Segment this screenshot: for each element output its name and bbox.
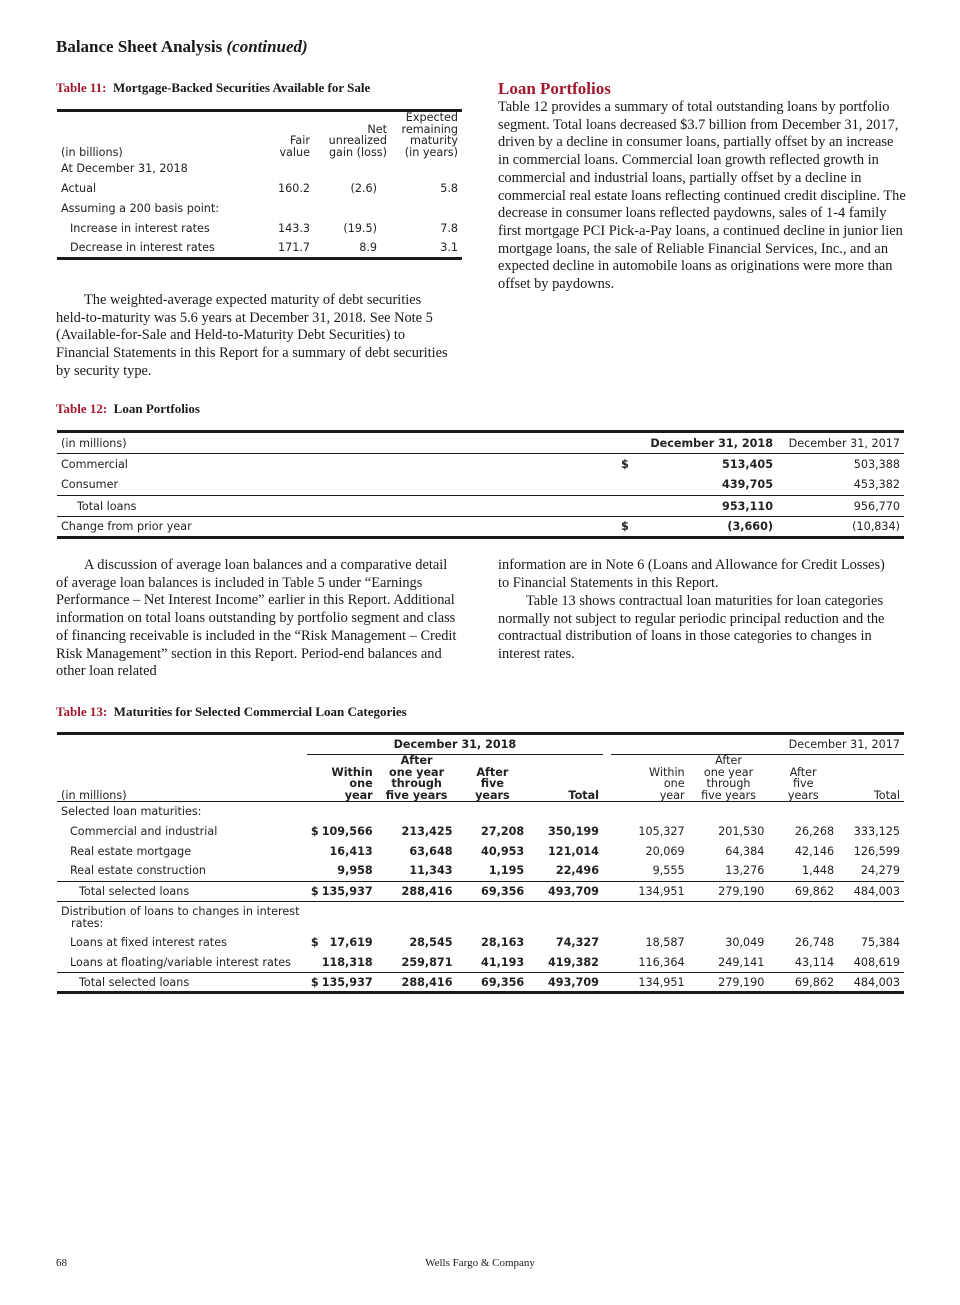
table13-value-2017: 30,049 bbox=[725, 936, 765, 949]
table11-fair-value-header: Fair value bbox=[259, 111, 314, 159]
table13-value-2018 bbox=[528, 841, 603, 861]
table13-value-text: 41,193 bbox=[481, 955, 525, 969]
table13-body bbox=[57, 802, 904, 993]
table13-value-text: 69,356 bbox=[481, 884, 525, 898]
table13-after-one-header-2018: After one year through five years bbox=[385, 754, 448, 802]
table13-dollar-sign: $ bbox=[310, 975, 319, 989]
table13-value-2018 bbox=[377, 933, 457, 953]
table13-value-text: 22,496 bbox=[555, 864, 599, 878]
table11-fair-value: 171.7 bbox=[259, 238, 314, 258]
table11-row-label: Increase in interest rates bbox=[70, 221, 210, 235]
table13-value-2018 bbox=[528, 881, 603, 901]
table12 bbox=[57, 430, 904, 539]
table13-value-2017: 279,190 bbox=[689, 881, 769, 901]
table13-value-text: 493,709 bbox=[548, 884, 599, 898]
table13-value-2017: 484,003 bbox=[838, 973, 904, 993]
table11-row bbox=[57, 218, 462, 238]
table13-value-2017: 134,951 bbox=[611, 881, 689, 901]
table13-after-five-header-2018: After five years bbox=[475, 765, 510, 802]
table13-value-2018 bbox=[377, 861, 457, 881]
table12-row-label: Total loans bbox=[57, 496, 617, 517]
table13-value-2018 bbox=[377, 953, 457, 973]
table13-value-2018 bbox=[528, 861, 603, 881]
table13-row-label: Real estate mortgage bbox=[70, 844, 192, 858]
paragraph-loan-info: information are in Note 6 (Loans and Allowance for Credit Losses) to Financial Statements in this Report. bbox=[498, 557, 885, 591]
table12-row bbox=[57, 454, 904, 475]
table11-maturity bbox=[391, 198, 462, 218]
table13-value-2017: 43,114 bbox=[794, 955, 835, 969]
table13-spacer bbox=[603, 953, 611, 973]
table13-row-label: Real estate construction bbox=[70, 864, 207, 878]
table13-unit-header: (in millions) bbox=[61, 788, 127, 802]
table13-row bbox=[57, 953, 904, 973]
table13-spacer bbox=[603, 861, 611, 881]
table13-row-label: Commercial and industrial bbox=[70, 824, 218, 838]
table11-unit-header: (in billions) bbox=[61, 145, 123, 159]
table13-value-2017: 69,862 bbox=[768, 973, 838, 993]
table11-maturity: 3.1 bbox=[391, 238, 462, 258]
table13-value-2017: 279,190 bbox=[689, 973, 769, 993]
table13-value-2017: 24,279 bbox=[860, 864, 900, 878]
table11-row bbox=[57, 198, 462, 218]
table12-value-2018: 439,705 bbox=[647, 475, 777, 496]
table11-fair-value: 143.3 bbox=[277, 221, 310, 235]
table13-value-2017: 333,125 bbox=[853, 824, 900, 838]
table12-row bbox=[57, 517, 904, 538]
table12-dollar-sign bbox=[617, 475, 647, 496]
table13-value-2017: 484,003 bbox=[838, 881, 904, 901]
table11-net-gain: (19.5) bbox=[343, 221, 377, 235]
table12-row bbox=[57, 475, 904, 496]
table12-value-2018: (3,660) bbox=[647, 517, 777, 538]
table13-value-2018 bbox=[457, 881, 529, 901]
table13-value-2018 bbox=[307, 861, 377, 881]
table13-value-2017: 134,951 bbox=[611, 973, 689, 993]
table13-value-2017: 42,146 bbox=[794, 844, 835, 858]
table13-value-text: 259,871 bbox=[401, 955, 453, 969]
table13-section-distribution-label bbox=[57, 901, 904, 933]
table13-value-text: 1,195 bbox=[488, 864, 525, 878]
paragraph-average-loans: A discussion of average loan balances and a comparative detail of average loan balances is included in Table 5 under “Earnings Performance – Net Interest Income” earlier in this Report. Additional information on total loans outstanding by portfolio segment and class of financing receivable is included in the “Risk Management – Credit Risk Management” section in this Report. Period-end balances and other loan related bbox=[56, 557, 457, 680]
table13-row bbox=[57, 933, 904, 953]
table11-net-gain bbox=[314, 158, 391, 178]
table13-value-2017: 26,748 bbox=[794, 936, 835, 949]
table13 bbox=[57, 732, 904, 994]
table12-value-2017: 956,770 bbox=[777, 496, 904, 517]
table13-section-maturities-label: Selected loan maturities: bbox=[61, 805, 202, 818]
table11-net-gain-header: Net unrealized gain (loss) bbox=[314, 111, 391, 159]
table13-total-row bbox=[57, 881, 904, 901]
table13-within-header-2018: Within one year bbox=[331, 765, 373, 802]
table13-row-label: Total selected loans bbox=[57, 973, 307, 993]
footer-company: Wells Fargo & Company bbox=[425, 1257, 535, 1269]
table13-value-text: 288,416 bbox=[401, 975, 453, 989]
table13-value-2018 bbox=[377, 973, 457, 993]
table13-section-distribution bbox=[57, 901, 904, 933]
table13-value-2017: 18,587 bbox=[645, 936, 685, 949]
table11-body bbox=[57, 158, 462, 258]
table11-row bbox=[57, 158, 462, 178]
table13-row-label: Loans at fixed interest rates bbox=[70, 936, 227, 949]
table13-after-one-header-2017: After one year through five years bbox=[701, 754, 756, 802]
table11-maturity: 7.8 bbox=[440, 221, 458, 235]
table13-spacer bbox=[603, 973, 611, 993]
table11-row-label: Actual bbox=[61, 181, 97, 195]
table13-section-distribution-line: rates: bbox=[71, 916, 104, 930]
table13-value-text: 350,199 bbox=[548, 824, 599, 838]
table13-value-2018 bbox=[457, 841, 529, 861]
table13-value-2017: 13,276 bbox=[725, 864, 765, 878]
paragraph-loan-portfolios: Table 12 provides a summary of total outstanding loans by portfolio segment. Total loans decreased $3.7 billion from December 31, 2017, driven by a decline in consumer loans, partially offset by an increase in commercial loans. Commercial loan growth reflected growth in commercial and industrial loans, partially offset by a decline in commercial real estate loans reflecting continued credit discipline. The decrease in consumer loans reflected paydowns, sales of 1-4 family first mortgage PCI Pick-a-Pay loans, a continued decline in junior lien mortgage loans, the sale of Reliable Financial Services, Inc., and an expected decline in automobile loans as originations were more than offset by paydowns. bbox=[498, 99, 906, 293]
table13-value-2018 bbox=[457, 953, 529, 973]
table13-value-2018 bbox=[457, 933, 529, 953]
table13-value-text: 135,937 bbox=[321, 884, 373, 898]
table13-value-2018 bbox=[307, 841, 377, 861]
table13-section-maturities bbox=[57, 802, 904, 822]
table13-value-2017: 9,555 bbox=[652, 864, 685, 878]
table13-value-2018 bbox=[528, 821, 603, 841]
table12-row-label: Consumer bbox=[57, 475, 617, 496]
table11-fair-value: 160.2 bbox=[277, 181, 310, 195]
page-title: Balance Sheet Analysis (continued) bbox=[56, 37, 308, 56]
table13-value-2017: 408,619 bbox=[853, 955, 900, 969]
table13-value-text: 213,425 bbox=[401, 824, 453, 838]
table13-value-2018 bbox=[457, 821, 529, 841]
table12-value-2017: 503,388 bbox=[853, 457, 900, 471]
table13-value-text: 419,382 bbox=[548, 955, 599, 969]
table13-value-2017: 201,530 bbox=[718, 824, 765, 838]
table11-maturity: 5.8 bbox=[440, 181, 458, 195]
table12-row-label: Change from prior year bbox=[57, 517, 617, 538]
table11-maturity-header: Expected remaining maturity (in years) bbox=[391, 111, 462, 159]
table12-dollar-sign bbox=[617, 496, 647, 517]
table13-spacer bbox=[603, 881, 611, 901]
table13-value-2018 bbox=[528, 973, 603, 993]
table12-caption: Table 12: Loan Portfolios bbox=[56, 401, 200, 416]
table13-total-header-2017: Total bbox=[873, 788, 900, 802]
table13-value-2017: 1,448 bbox=[802, 864, 835, 878]
table13-after-five-header-2017: After five years bbox=[787, 765, 819, 802]
table13-dollar-sign: $ bbox=[310, 824, 319, 838]
table11-row-label: At December 31, 2018 bbox=[61, 161, 188, 175]
table13-value-text: 28,545 bbox=[409, 936, 453, 949]
table13-value-text: 17,619 bbox=[329, 936, 373, 949]
table13-value-2018 bbox=[377, 881, 457, 901]
footer-page-number: 68 bbox=[56, 1257, 67, 1269]
table13-row bbox=[57, 821, 904, 841]
table13-total-row bbox=[57, 973, 904, 993]
table11-row bbox=[57, 238, 462, 258]
table12-dollar-sign: $ bbox=[621, 457, 629, 471]
table13-value-text: 9,958 bbox=[337, 864, 373, 878]
table11-net-gain bbox=[314, 198, 391, 218]
table13-value-text: 135,937 bbox=[321, 975, 373, 989]
table13-value-2018 bbox=[377, 841, 457, 861]
table13-value-text: 11,343 bbox=[409, 864, 453, 878]
table13-value-2017: 26,268 bbox=[794, 824, 835, 838]
table13-value-text: 493,709 bbox=[548, 975, 599, 989]
table12-value-2017: (10,834) bbox=[777, 517, 904, 538]
table13-value-2017: 116,364 bbox=[638, 955, 685, 969]
table13-value-2018 bbox=[457, 973, 529, 993]
table13-total-header-2018: Total bbox=[568, 788, 599, 802]
table11-row bbox=[57, 178, 462, 198]
table12-body bbox=[57, 454, 904, 538]
table11-fair-value bbox=[259, 198, 314, 218]
table13-value-2017: 75,384 bbox=[860, 936, 900, 949]
table13-value-2018 bbox=[377, 821, 457, 841]
table13-value-text: 63,648 bbox=[409, 844, 453, 858]
table13-value-2018 bbox=[307, 821, 377, 841]
paragraph-weighted-maturity: The weighted-average expected maturity of debt securities held-to-maturity was 5.6 years at December 31, 2018. See Note 5 (Available-for-Sale and Held-to-Maturity Debt Securities) to Financial Statements in this Report for a summary of debt securities by security type. bbox=[56, 292, 448, 379]
table13-value-text: 69,356 bbox=[481, 975, 525, 989]
table13-value-text: 40,953 bbox=[481, 844, 525, 858]
paragraph-table13-intro: Table 13 shows contractual loan maturities for loan categories normally not subject to regular periodic principal reduction and the contractual distribution of loans in those categories to changes in interest rates. bbox=[498, 593, 885, 663]
table13-value-text: 28,163 bbox=[481, 936, 525, 949]
table13-row bbox=[57, 861, 904, 881]
table13-value-2018 bbox=[307, 973, 377, 993]
table11 bbox=[57, 109, 462, 260]
table12-unit-header: (in millions) bbox=[57, 432, 617, 454]
table13-value-2017: 20,069 bbox=[645, 844, 685, 858]
table13-group-2017: December 31, 2017 bbox=[611, 734, 904, 755]
table13-dollar-sign: $ bbox=[310, 936, 319, 949]
table13-row-label: Total selected loans bbox=[57, 881, 307, 901]
table13-value-text: 121,014 bbox=[548, 844, 599, 858]
table13-spacer bbox=[603, 821, 611, 841]
table13-value-2018 bbox=[528, 933, 603, 953]
table13-value-2018 bbox=[457, 861, 529, 881]
table11-row-label: Assuming a 200 basis point: bbox=[61, 201, 220, 215]
table11-maturity bbox=[391, 158, 462, 178]
table12-value-2017: 453,382 bbox=[777, 475, 904, 496]
table13-value-2017: 105,327 bbox=[638, 824, 685, 838]
table12-value-2018: 953,110 bbox=[647, 496, 777, 517]
table13-within-header-2017: Within one year bbox=[649, 765, 685, 802]
table12-row-label: Commercial bbox=[61, 457, 128, 471]
table12-row bbox=[57, 496, 904, 517]
table13-value-text: 27,208 bbox=[481, 824, 525, 838]
table13-value-2018 bbox=[528, 953, 603, 973]
table13-value-2018 bbox=[307, 933, 377, 953]
table13-value-text: 118,318 bbox=[321, 955, 373, 969]
table11-caption: Table 11: Mortgage-Backed Securities Available for Sale bbox=[56, 80, 371, 95]
table11-row-label: Decrease in interest rates bbox=[57, 238, 259, 258]
table13-dollar-sign: $ bbox=[310, 884, 319, 898]
table13-value-2017: 69,862 bbox=[768, 881, 838, 901]
loan-portfolios-heading: Loan Portfolios bbox=[498, 79, 611, 98]
table12-value-2018: 513,405 bbox=[722, 457, 773, 471]
table13-spacer bbox=[603, 841, 611, 861]
table13-section-distribution-line: Distribution of loans to changes in interest bbox=[61, 904, 300, 918]
table13-caption: Table 13: Maturities for Selected Commercial Loan Categories bbox=[56, 704, 407, 719]
table13-row-label: Loans at floating/variable interest rates bbox=[70, 955, 291, 969]
table11-fair-value bbox=[259, 158, 314, 178]
table12-dollar-sign: $ bbox=[617, 517, 647, 538]
table13-value-2018 bbox=[307, 953, 377, 973]
table11-net-gain: 8.9 bbox=[314, 238, 391, 258]
table12-header-2018: December 31, 2018 bbox=[617, 432, 777, 454]
table12-header-2017: December 31, 2017 bbox=[777, 432, 904, 454]
table11-net-gain: (2.6) bbox=[350, 181, 377, 195]
table13-value-2017: 126,599 bbox=[853, 844, 900, 858]
table13-value-2017: 64,384 bbox=[725, 844, 765, 858]
table13-value-text: 74,327 bbox=[555, 936, 599, 949]
table13-value-text: 16,413 bbox=[329, 844, 373, 858]
table13-value-2018 bbox=[307, 881, 377, 901]
table13-value-text: 109,566 bbox=[321, 824, 373, 838]
table13-group-2018: December 31, 2018 bbox=[307, 734, 603, 755]
table13-value-text: 288,416 bbox=[401, 884, 453, 898]
table13-row bbox=[57, 841, 904, 861]
table13-value-2017: 249,141 bbox=[718, 955, 765, 969]
table13-spacer bbox=[603, 933, 611, 953]
